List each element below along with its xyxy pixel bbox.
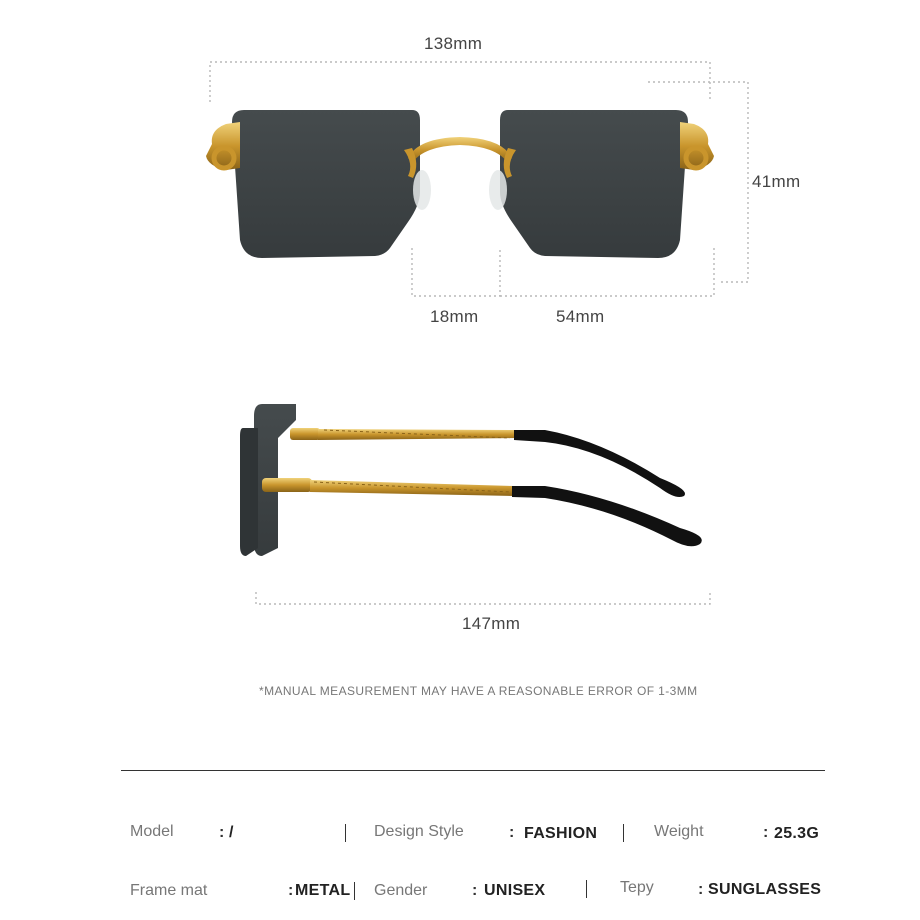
dim-bridge-width: 18mm xyxy=(430,307,479,326)
right-lens xyxy=(500,110,688,258)
left-nose-pad xyxy=(413,170,431,210)
spec-colon: : xyxy=(763,824,769,841)
divider xyxy=(121,770,825,771)
side-lens-back xyxy=(240,428,258,556)
left-hinge xyxy=(206,122,240,170)
lower-temple xyxy=(262,478,702,546)
bridge xyxy=(408,137,512,163)
width-138-guide xyxy=(210,62,710,102)
spec-separator xyxy=(623,824,624,842)
spec-colon: : xyxy=(698,881,704,898)
spec-colon: : xyxy=(509,824,515,841)
spec-colon: : xyxy=(472,882,478,899)
front-view xyxy=(206,110,714,258)
spec-label-model: Model xyxy=(130,823,174,840)
right-hinge xyxy=(680,122,714,170)
spec-value-frame-material: METAL xyxy=(295,882,351,899)
spec-separator xyxy=(354,882,355,900)
spec-colon: : xyxy=(288,882,294,899)
bridge-18-guide xyxy=(412,248,500,296)
dim-lens-width: 54mm xyxy=(556,307,605,326)
spec-value-weight: 25.3G xyxy=(774,825,820,842)
dim-lens-height: 41mm xyxy=(752,172,801,191)
dim-total-width: 138mm xyxy=(424,34,483,53)
measurement-note: *MANUAL MEASUREMENT MAY HAVE A REASONABLE ERROR OF 1-3MM xyxy=(259,684,698,698)
dim-temple-length: 147mm xyxy=(462,614,521,633)
spec-label-gender: Gender xyxy=(374,882,428,899)
spec-value-type: SUNGLASSES xyxy=(708,881,822,898)
left-lens xyxy=(232,110,420,258)
spec-value-gender: UNISEX xyxy=(484,882,546,899)
spec-colon: : xyxy=(219,824,225,841)
spec-label-type: Tepy xyxy=(620,879,654,896)
spec-value-model: / xyxy=(229,824,234,841)
spec-separator xyxy=(345,824,346,842)
spec-label-weight: Weight xyxy=(654,823,704,840)
spec-value-design-style: FASHION xyxy=(524,825,598,842)
spec-label-frame-material: Frame mat xyxy=(130,882,208,899)
right-nose-pad xyxy=(489,170,507,210)
spec-label-design-style: Design Style xyxy=(374,823,464,840)
temple-147-guide xyxy=(256,592,710,604)
spec-separator xyxy=(586,880,587,898)
side-view xyxy=(240,404,702,556)
